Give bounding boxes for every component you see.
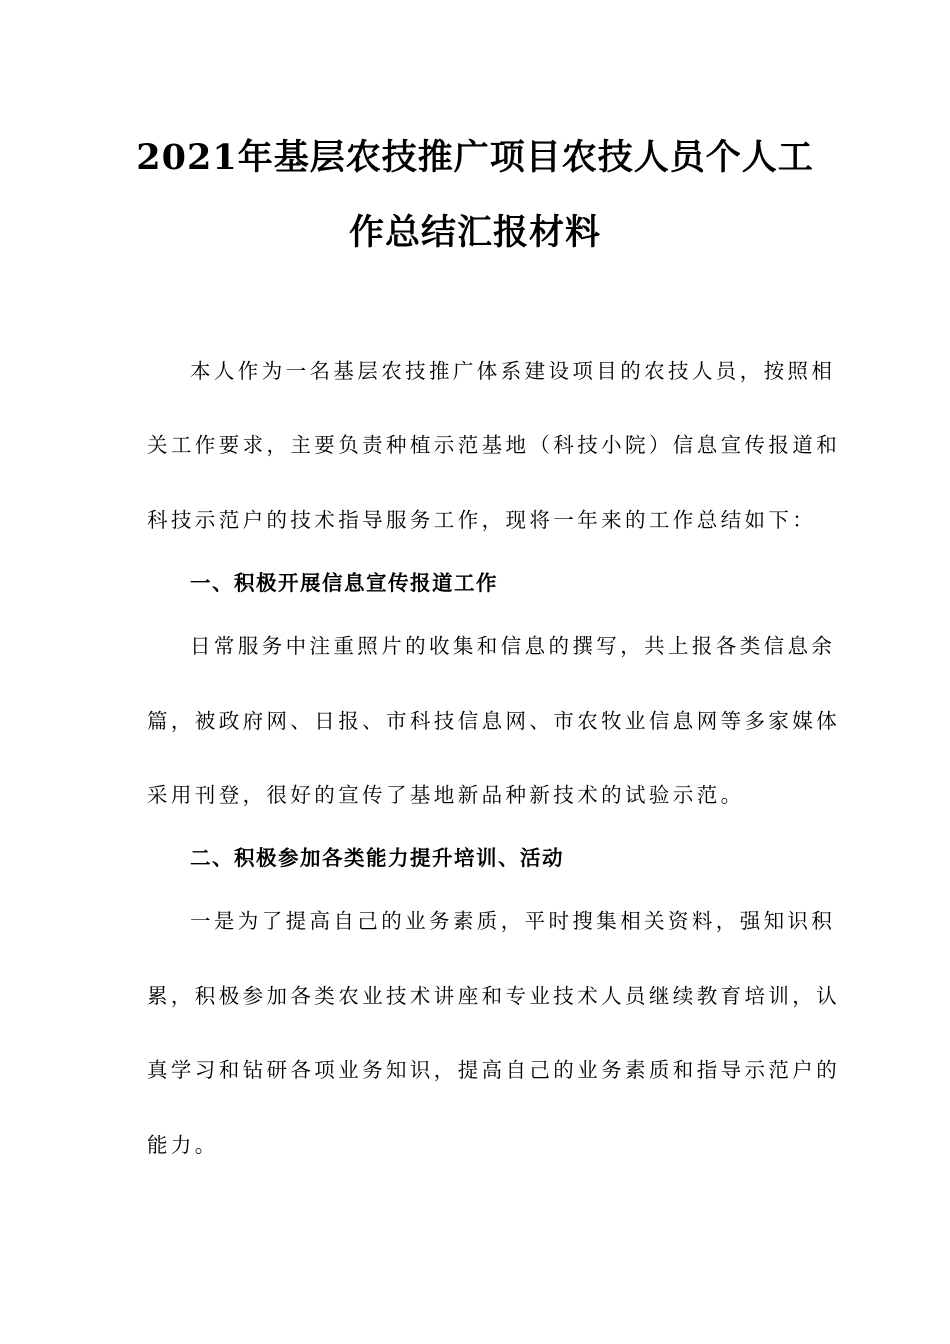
- intro-paragraph-line-1: 本人作为一名基层农技推广体系建设项目的农技人员，按照相: [190, 359, 836, 383]
- intro-paragraph-line-2: 关工作要求，主要负责种植示范基地（科技小院）信息宣传报道和: [147, 433, 841, 457]
- section-2-line-4: 能力。: [147, 1133, 219, 1157]
- section-1-heading: 一、积极开展信息宣传报道工作: [190, 571, 498, 595]
- section-1-line-3: 采用刊登，很好的宣传了基地新品种新技术的试验示范。: [147, 783, 745, 807]
- document-title-line-2: 作总结汇报材料: [348, 212, 601, 253]
- document-title-line-1: 2021年基层农技推广项目农技人员个人工: [136, 137, 814, 178]
- section-2-line-1: 一是为了提高自己的业务素质，平时搜集相关资料，强知识积: [190, 909, 836, 933]
- section-2-line-3: 真学习和钻研各项业务知识，提高自己的业务素质和指导示范户的: [147, 1058, 841, 1082]
- section-2-heading: 二、积极参加各类能力提升培训、活动: [190, 846, 564, 870]
- section-1-line-1: 日常服务中注重照片的收集和信息的撰写，共上报各类信息余: [190, 634, 836, 658]
- section-1-line-2: 篇，被政府网、日报、市科技信息网、市农牧业信息网等多家媒体: [147, 709, 841, 733]
- section-2-line-2: 累，积极参加各类农业技术讲座和专业技术人员继续教育培训，认: [147, 984, 841, 1008]
- intro-paragraph-line-3: 科技示范户的技术指导服务工作，现将一年来的工作总结如下：: [147, 508, 817, 532]
